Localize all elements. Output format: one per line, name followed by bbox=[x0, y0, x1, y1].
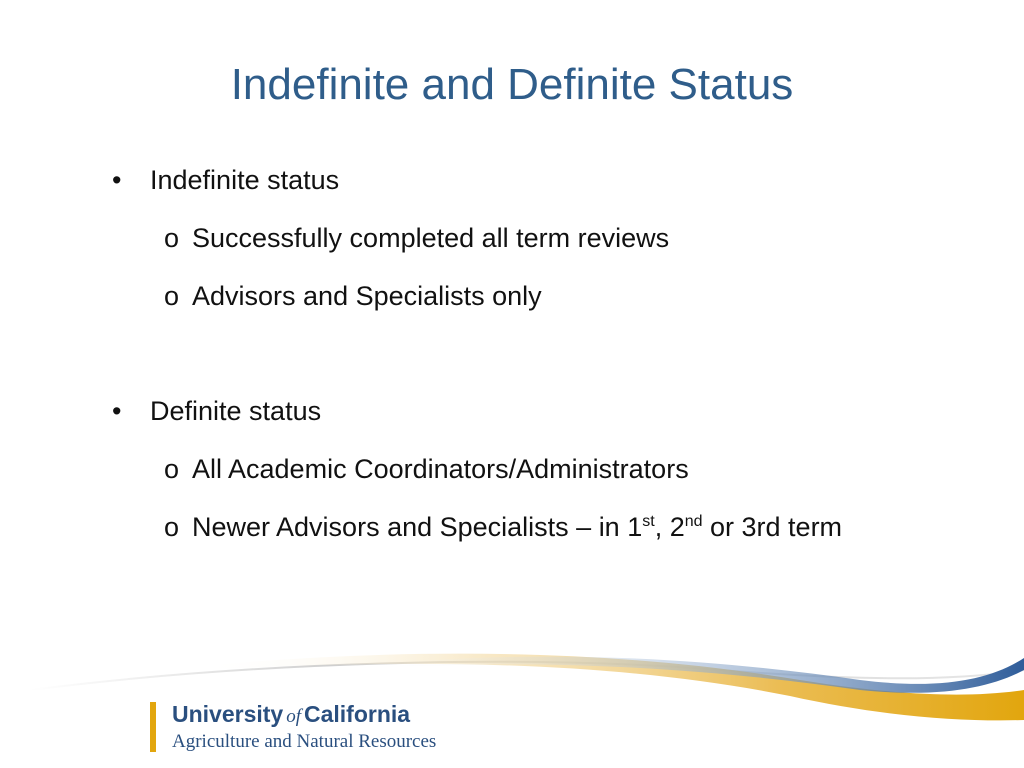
logo-word-university: University bbox=[172, 701, 284, 727]
sub-item-text: All Academic Coordinators/Administrators bbox=[192, 454, 689, 484]
slide-title: Indefinite and Definite Status bbox=[230, 60, 794, 109]
sub-item bbox=[164, 221, 669, 255]
logo-agriculture-and-natural-resources: Agriculture and Natural Resources bbox=[172, 731, 437, 752]
sub-item bbox=[164, 279, 542, 313]
sub-bullet-marker: o bbox=[164, 281, 180, 311]
bullet-marker: • bbox=[112, 165, 122, 195]
bullet-marker: • bbox=[112, 396, 122, 426]
bullet-item-indefinite bbox=[112, 163, 339, 197]
sub-item-text: Successfully completed all term reviews bbox=[192, 223, 670, 253]
sub-item-text: Advisors and Specialists only bbox=[192, 281, 542, 311]
logo-word-california: California bbox=[304, 701, 411, 727]
bullet-item-definite bbox=[112, 394, 321, 428]
sub-bullet-marker: o bbox=[164, 454, 180, 484]
logo-word-of: of bbox=[286, 706, 301, 727]
bullet-text: Definite status bbox=[150, 396, 322, 426]
sub-item bbox=[164, 452, 689, 486]
sub-item-text-mid: , 2 bbox=[654, 512, 685, 542]
sub-bullet-marker: o bbox=[164, 512, 180, 542]
logo-university-of-california bbox=[172, 700, 410, 731]
sub-item-text-prefix: Newer Advisors and Specialists – in 1 bbox=[192, 512, 643, 542]
sub-bullet-marker: o bbox=[164, 223, 180, 253]
sub-item-text-suffix: or 3rd term bbox=[702, 512, 843, 542]
ordinal-suffix-st: st bbox=[642, 513, 655, 530]
logo-accent-bar bbox=[150, 702, 156, 752]
sub-item bbox=[164, 510, 842, 544]
ordinal-suffix-nd: nd bbox=[684, 513, 703, 530]
bullet-text: Indefinite status bbox=[150, 165, 340, 195]
